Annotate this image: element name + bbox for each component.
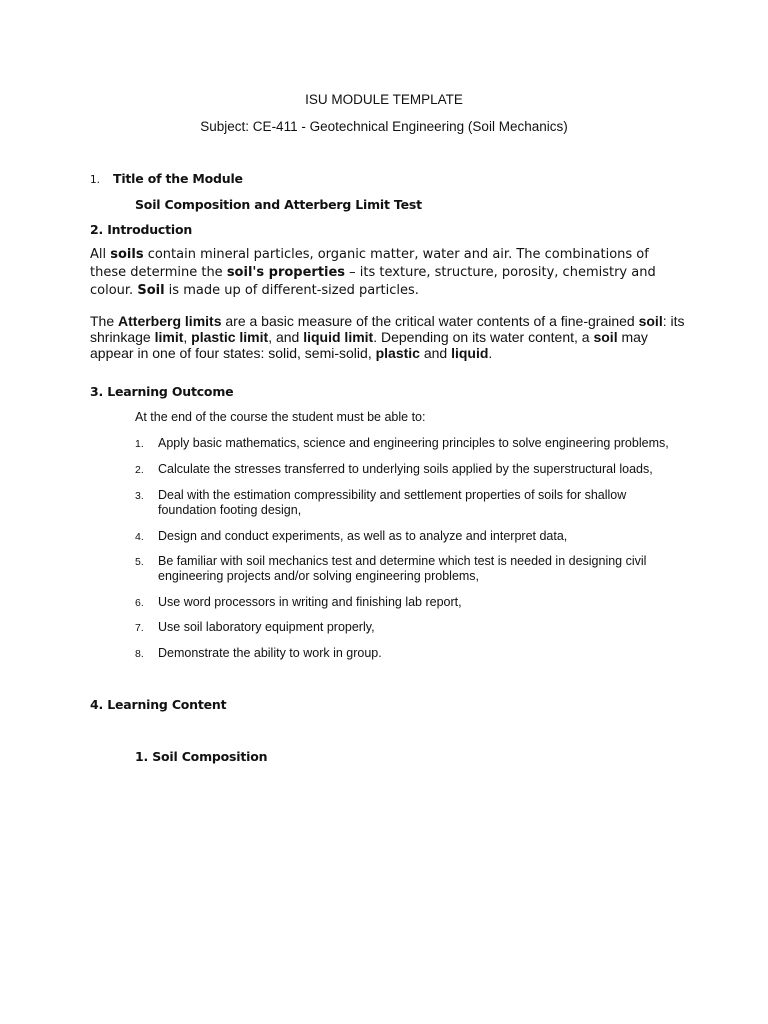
list-item: Apply basic mathematics, science and engineering principles to solve engineering problems, <box>158 436 669 450</box>
list-item: Deal with the estimation compressibility and settlement properties of soils for shallow foundation footing design, <box>158 488 627 517</box>
section-heading-learning-outcome: 3. Learning Outcome <box>90 384 234 399</box>
module-title: Soil Composition and Atterberg Limit Test <box>135 197 422 212</box>
list-item-number: 3. <box>135 490 144 502</box>
list-item-number: 4. <box>135 531 144 543</box>
document-subject: Subject: CE-411 - Geotechnical Engineering (Soil Mechanics) <box>200 119 568 134</box>
section-number: 1. <box>90 174 101 186</box>
learning-outcome-intro: At the end of the course the student must be able to: <box>135 410 426 424</box>
subsection-heading-soil-composition: 1. Soil Composition <box>135 749 268 764</box>
list-item-number: 1. <box>135 438 144 450</box>
list-item: Demonstrate the ability to work in group. <box>158 646 382 660</box>
list-item: Design and conduct experiments, as well as to analyze and interpret data, <box>158 529 568 543</box>
list-item-number: 5. <box>135 556 144 568</box>
intro-paragraph-2: The Atterberg limits are a basic measure of the critical water contents of a fine-grained soil: its shrinkage limit, plastic limit, and liquid limit. Depending on its water content, a soil may appear in one of four states: solid, semi-solid, plastic and liquid. <box>90 313 685 361</box>
list-item: Use soil laboratory equipment properly, <box>158 620 375 634</box>
list-item-number: 6. <box>135 597 144 609</box>
list-item: Calculate the stresses transferred to underlying soils applied by the superstructural loads, <box>158 462 653 476</box>
section-heading-title: Title of the Module <box>113 171 243 186</box>
document-title: ISU MODULE TEMPLATE <box>305 92 463 107</box>
section-heading-learning-content: 4. Learning Content <box>90 697 227 712</box>
list-item-number: 7. <box>135 622 144 634</box>
list-item-number: 2. <box>135 464 144 476</box>
section-heading-introduction: 2. Introduction <box>90 222 193 237</box>
list-item-number: 8. <box>135 648 144 660</box>
intro-paragraph-1: All soils contain mineral particles, organic matter, water and air. The combinations of these determine the soil's properties – its texture, structure, porosity, chemistry and colour. Soil is made up of different-sized particles. <box>90 247 656 298</box>
list-item: Use word processors in writing and finishing lab report, <box>158 595 462 609</box>
list-item: Be familiar with soil mechanics test and determine which test is needed in designing civil engineering projects and/or solving engineering problems, <box>158 554 647 583</box>
